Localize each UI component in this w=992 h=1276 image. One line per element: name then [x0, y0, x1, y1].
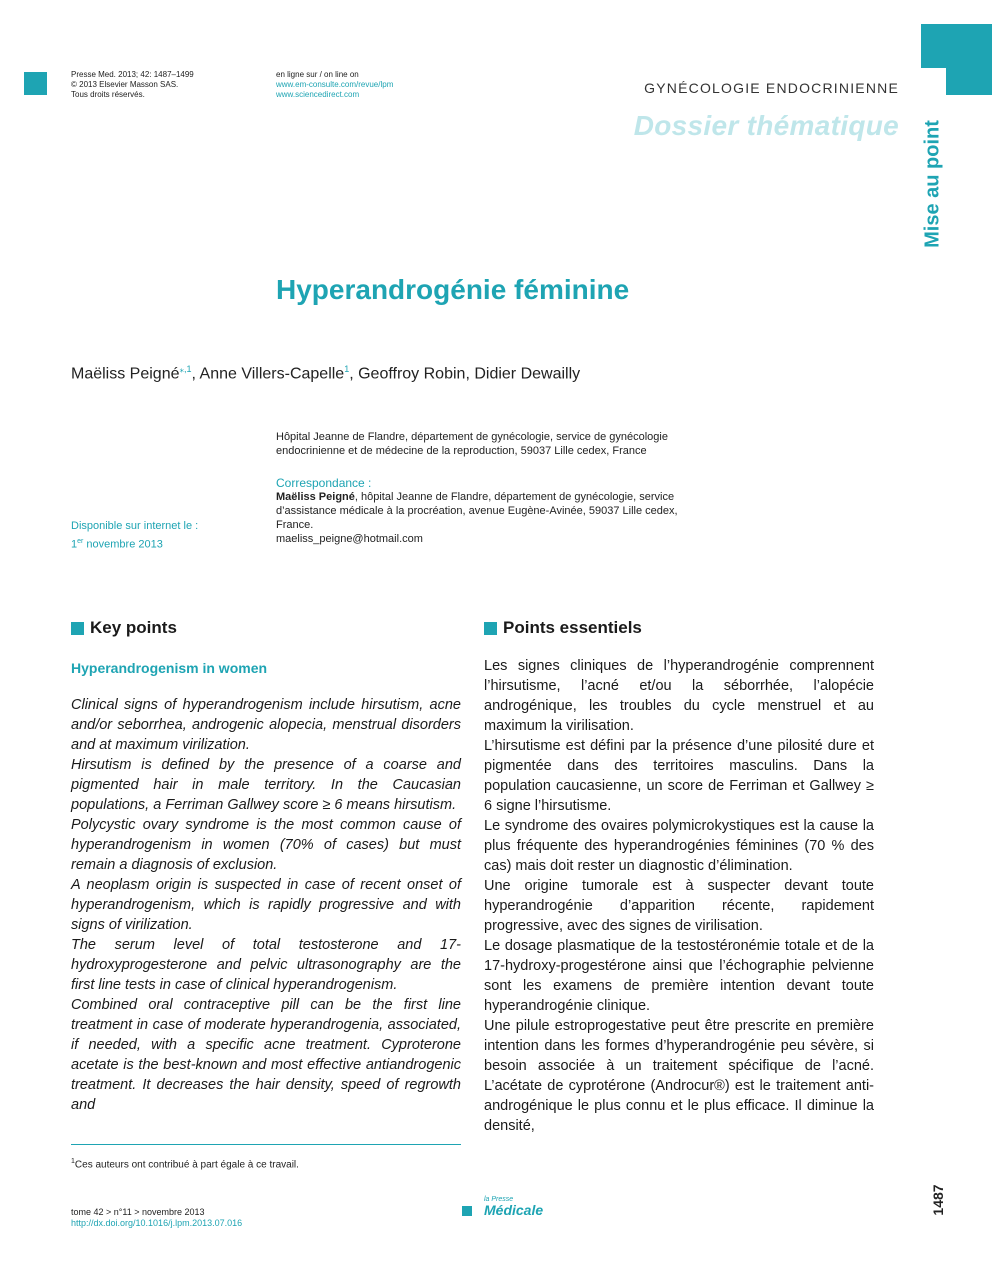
availability-label: Disponible sur internet le : [71, 520, 199, 532]
author-separator: , [191, 365, 200, 383]
heading-square-icon [484, 622, 497, 635]
key-point-paragraph: Combined oral contraceptive pill can be the first line treatment in case of moderate hyperandrogenia, associated, if needed, with a specific acne treatment. Cyproterone acetate is the best-known and most effective antiandrogenic treatment. It decreases the hair density, speed of regrowth and [71, 997, 461, 1113]
footnote-marker: 1 [71, 1158, 75, 1165]
availability [71, 518, 198, 553]
vertical-section-label: Mise au point [921, 120, 944, 248]
points-essentiels-body [484, 656, 874, 1136]
correspondence-address: , hôpital Jeanne de Flandre, département de gynécologie, service d’assistance médicale à la procréation, avenue Eugène-Avinée, 59037 Lille cedex, France. [276, 491, 678, 531]
correspondence-name: Maëliss Peigné [276, 491, 355, 503]
key-point-paragraph: Hirsutism is defined by the presence of a coarse and pigmented hair in male territory. In the Caucasian populations, a Ferriman Gallwey score ≥ 6 means hirsutism. [71, 757, 461, 813]
key-points-body [71, 695, 461, 1115]
correspondence-block [276, 490, 696, 546]
corner-square-decoration [24, 72, 47, 95]
corner-tab-decoration [921, 24, 992, 68]
author-sup: 1 [344, 364, 350, 374]
url-sciencedirect[interactable]: www.sciencedirect.com [276, 90, 360, 99]
author-name: Didier Dewailly [474, 365, 581, 383]
doi-link[interactable]: http://dx.doi.org/10.1016/j.lpm.2013.07.016 [71, 1218, 243, 1228]
footnote [71, 1158, 299, 1170]
logo-square-icon [462, 1206, 472, 1216]
author-list [71, 364, 580, 383]
author-name: Anne Villers-Capelle [199, 365, 345, 383]
journal-copyright: © 2013 Elsevier Masson SAS. [71, 80, 179, 89]
section-label: GYNÉCOLOGIE ENDOCRINIENNE [644, 80, 899, 96]
key-point-paragraph: The serum level of total testosterone and 17-hydroxyprogesterone and pelvic ultrasonography are the first line tests in case of clinical hyperandrogenism. [71, 937, 461, 993]
key-points-heading-text: Key points [90, 618, 177, 637]
author-name: Maëliss Peigné [71, 365, 180, 383]
correspondence-email[interactable]: maeliss_peigne@hotmail.com [276, 533, 423, 545]
author-separator: , [465, 365, 475, 383]
key-point-paragraph: Polycystic ovary syndrome is the most common cause of hyperandrogenism in women (70% of cases) but must remain a diagnosis of exclusion. [71, 817, 461, 873]
availability-sup: er [77, 538, 84, 545]
journal-meta [71, 70, 194, 100]
corner-tab-decoration-lower [946, 68, 992, 95]
key-points-heading [71, 618, 177, 638]
article-title: Hyperandrogénie féminine [276, 274, 630, 305]
dossier-label: Dossier thématique [633, 110, 899, 141]
logo-small-text: la Presse [484, 1196, 514, 1203]
footnote-text: Ces auteurs ont contribué à part égale à ce travail. [74, 1159, 299, 1171]
point-essentiel-paragraph: Une pilule estroprogestative peut être prescrite en première intention dans les formes d’hyperandrogénie peu sévère, si besoin associée à un traitement spécifique de l’acné. L’acétate de cyprotérone (Androcur®) est le traitement anti-androgénique le plus connu et le plus efficace. Il diminue la densité, [484, 1018, 874, 1134]
point-essentiel-paragraph: L’hirsutisme est défini par la présence d’une pilosité dure et pigmentée dans des territoires masculins. Dans la population caucasienne, un score de Ferriman et Gallwey ≥ 6 signe l’hirsutisme. [484, 738, 874, 814]
availability-day: 1 [71, 538, 78, 551]
correspondence-heading: Correspondance : [276, 476, 372, 490]
key-point-paragraph: Clinical signs of hyperandrogenism include hirsutism, acne and/or seborrhea, androgenic alopecia, menstrual disorders and at maximum virilization. [71, 697, 461, 753]
availability-date: novembre 2013 [83, 538, 163, 551]
author-separator: , [349, 365, 359, 383]
online-label: en ligne sur / on line on [276, 70, 359, 79]
author-sup: ⁎,1 [179, 364, 192, 374]
point-essentiel-paragraph: Une origine tumorale est à suspecter devant toute hyperandrogénie d’apparition récente, rapidement progressive, avec des signes de virilisation. [484, 878, 874, 934]
heading-square-icon [71, 622, 84, 635]
point-essentiel-paragraph: Le syndrome des ovaires polymicrokystiques est la cause la plus fréquente des hyperandrogénies féminines (70 % des cas) mais doit rester un diagnostic d’élimination. [484, 818, 874, 874]
journal-citation: Presse Med. 2013; 42: 1487–1499 [71, 70, 194, 79]
issue-info: tome 42 > n°11 > novembre 2013 [71, 1207, 205, 1217]
points-essentiels-heading-text: Points essentiels [503, 618, 642, 637]
key-points-subheading: Hyperandrogenism in women [71, 660, 268, 676]
points-essentiels-heading [484, 618, 642, 638]
author-name: Geoffroy Robin [358, 365, 466, 383]
point-essentiel-paragraph: Le dosage plasmatique de la testostéronémie totale et de la 17-hydroxy-progestérone ainsi que l’échographie pelvienne sont les examens de première intention devant toute hyperandrogénie clinique. [484, 938, 874, 1014]
journal-rights: Tous droits réservés. [71, 90, 145, 99]
journal-logo: Médicale [484, 1202, 544, 1218]
affiliation: Hôpital Jeanne de Flandre, département de gynécologie, service de gynécologie endocrinienne et de médecine de la reproduction, 59037 Lille cedex, France [276, 431, 668, 457]
footnote-divider [71, 1144, 461, 1145]
online-links [276, 70, 393, 100]
url-em-consulte[interactable]: www.em-consulte.com/revue/lpm [276, 80, 394, 89]
point-essentiel-paragraph: Les signes cliniques de l’hyperandrogénie comprennent l’hirsutisme, l’acné et/ou la séborrhée, l’alopécie androgénique, les troubles du cycle menstruel et au maximum la virilisation. [484, 658, 874, 734]
key-point-paragraph: A neoplasm origin is suspected in case of recent onset of hyperandrogenism, which is rapidly progressive and with signs of virilization. [71, 877, 461, 933]
page-number: 1487 [930, 1184, 946, 1216]
